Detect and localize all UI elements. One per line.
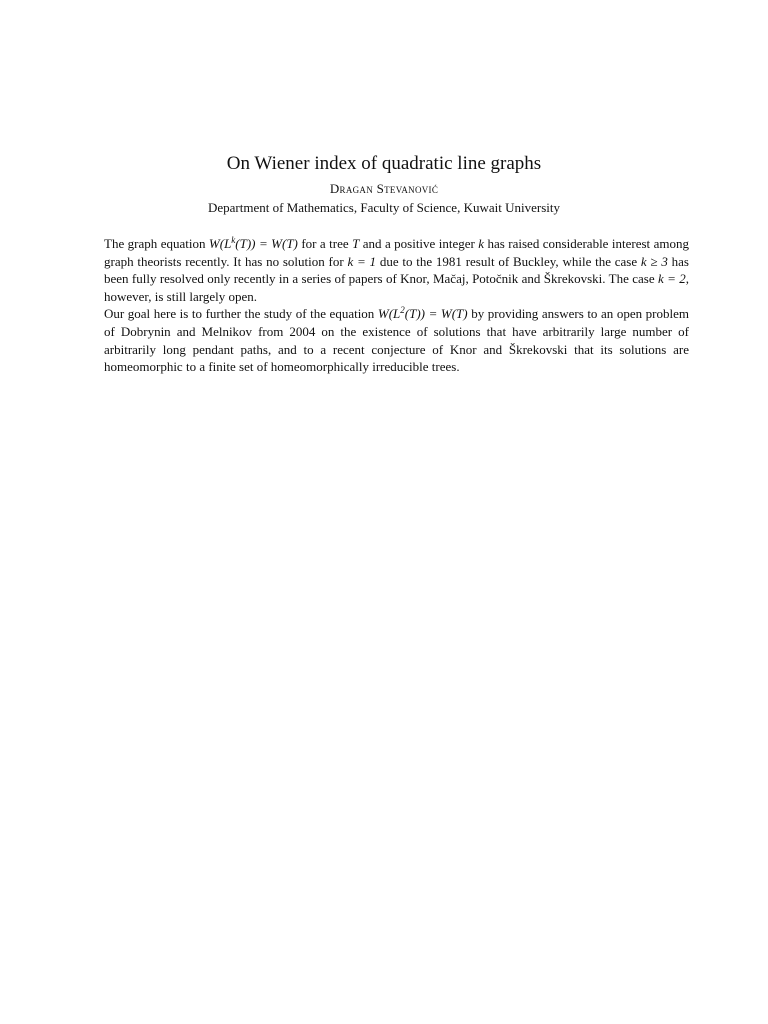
- math-text: W(L: [208, 236, 232, 251]
- math-text: (T)) = W(T): [404, 306, 468, 322]
- abstract-text: The graph equation: [104, 236, 209, 251]
- author-name: Dragan Stevanović: [329, 181, 439, 196]
- abstract-text: for a tree: [297, 236, 353, 251]
- math-superscript: k: [231, 235, 236, 245]
- abstract-text: Our goal here is to further the study of the equation: [104, 306, 378, 322]
- math-expression: k = 1: [347, 253, 377, 269]
- abstract-text: by providing answers to an open problem of Dobrynin and Melnikov from 2004 on the existence of solutions that have arbitrarily large number of arbitrarily long pendant paths, and to a recent conjecture of Knor and Škrekovski that its solutions are homeomorphic to a finite set of homeomorphically irreducible trees.: [104, 306, 689, 375]
- math-text: (T)) = W(T): [235, 236, 298, 251]
- abstract: [104, 235, 689, 376]
- math-expression: [378, 306, 468, 321]
- math-expression: [209, 236, 298, 251]
- math-expression: k: [478, 236, 485, 251]
- math-expression: k ≥ 3: [640, 253, 668, 269]
- math-expression: k = 2: [657, 271, 686, 287]
- paper-title: On Wiener index of quadratic line graphs: [226, 153, 542, 174]
- math-text: W(L: [377, 306, 401, 322]
- abstract-text: , however, is still largely open.: [104, 271, 689, 304]
- abstract-text: has been fully resolved only recently in a series of papers of Knor, Mačaj, Potočnik and Škrekovski. The case: [104, 253, 689, 287]
- math-expression: T: [352, 236, 360, 251]
- abstract-text: and a positive integer: [359, 236, 479, 251]
- abstract-paragraph-1: [104, 235, 689, 305]
- abstract-text: has raised considerable interest among graph theorists recently. It has no solution for: [104, 236, 689, 269]
- math-superscript: 2: [400, 305, 405, 316]
- abstract-paragraph-2: [104, 305, 689, 375]
- author-affiliation: Department of Mathematics, Faculty of Science, Kuwait University: [208, 200, 560, 215]
- abstract-text: due to the 1981 result of Buckley, while the case: [376, 253, 641, 269]
